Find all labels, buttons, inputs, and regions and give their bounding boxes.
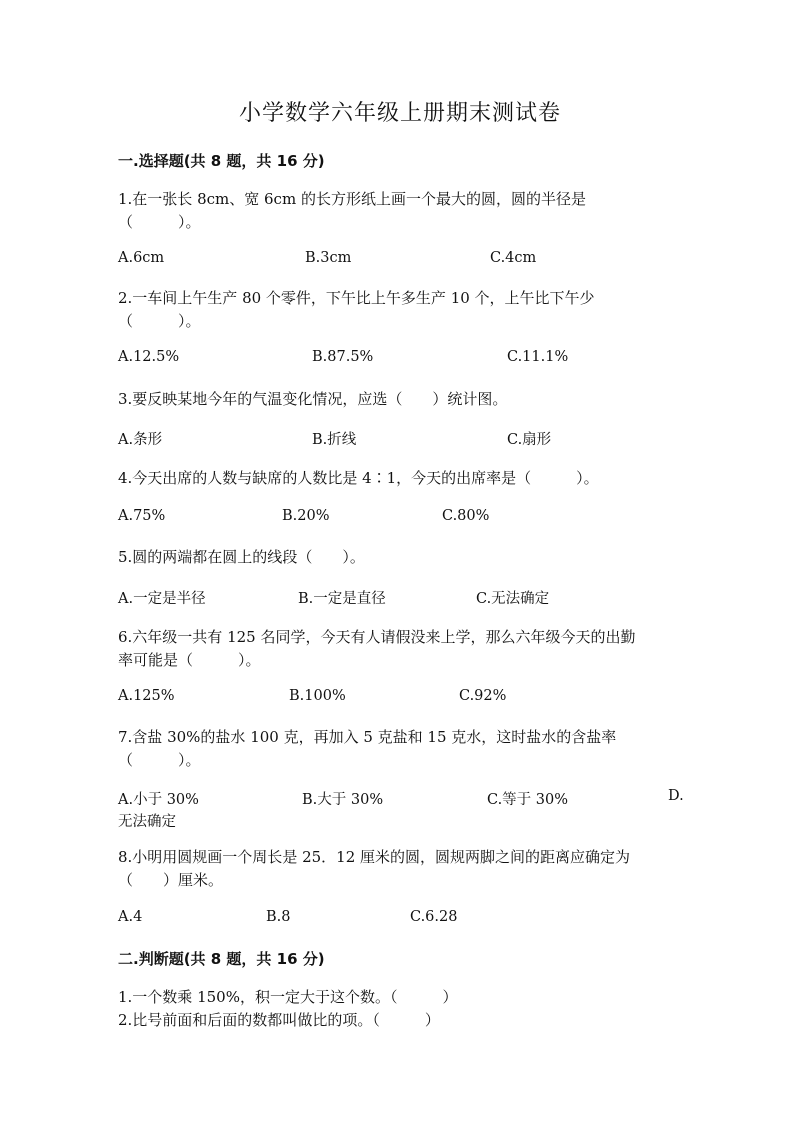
- question-7: [118, 726, 688, 772]
- question-text: 5.圆的两端都在圆上的线段（ ）。: [118, 548, 365, 566]
- question-2: [118, 287, 688, 333]
- option-b: B.100%: [289, 688, 346, 704]
- option-c: C.11.1%: [507, 349, 569, 365]
- option-a: A.125%: [118, 688, 175, 704]
- question-text: 4.今天出席的人数与缺席的人数比是 4∶1，今天的出席率是（ ）。: [118, 469, 599, 487]
- question-text-cont: （ ）。: [118, 213, 201, 231]
- option-c: C.92%: [459, 688, 507, 704]
- option-a: A.条形: [118, 432, 163, 448]
- page-title: 小学数学六年级上册期末测试卷: [238, 101, 561, 126]
- question-5: [118, 546, 688, 569]
- option-a: A.75%: [118, 508, 166, 524]
- option-b: B.折线: [312, 432, 357, 448]
- option-b: B.大于 30%: [302, 792, 384, 808]
- question-1: [118, 188, 688, 234]
- question-text: 3.要反映某地今年的气温变化情况，应选（ ）统计图。: [118, 390, 508, 408]
- judgment-list: [118, 986, 688, 1032]
- option-d-text: 无法确定: [118, 814, 176, 830]
- option-c: C.等于 30%: [487, 792, 569, 808]
- question-text: 7.含盐 30%的盐水 100 克，再加入 5 克盐和 15 克水，这时盐水的含盐率: [118, 728, 617, 746]
- option-b: B.3cm: [305, 250, 352, 266]
- option-b: B.87.5%: [312, 349, 374, 365]
- option-c: C.80%: [442, 508, 490, 524]
- judgment-item: 1.一个数乘 150%，积一定大于这个数。（ ）: [118, 988, 458, 1006]
- question-text-cont: （ ）厘米。: [118, 871, 224, 889]
- question-6: [118, 626, 688, 672]
- option-a: A.小于 30%: [118, 792, 199, 808]
- question-text: 8.小明用圆规画一个周长是 25．12 厘米的圆，圆规两脚之间的距离应确定为: [118, 848, 631, 866]
- option-a: A.12.5%: [118, 349, 180, 365]
- section-heading-choice: 一.选择题(共 8 题，共 16 分): [118, 152, 325, 170]
- question-3: [118, 388, 688, 411]
- option-b: B.一定是直径: [298, 591, 386, 607]
- question-8: [118, 846, 688, 892]
- option-a: A.6cm: [118, 250, 165, 266]
- option-c: C.6.28: [410, 909, 458, 925]
- question-text-cont: 率可能是（ ）。: [118, 651, 261, 669]
- option-b: B.20%: [282, 508, 330, 524]
- option-c: C.扇形: [507, 432, 552, 448]
- question-text-cont: （ ）。: [118, 312, 201, 330]
- question-4: [118, 467, 688, 490]
- question-text: 2.一车间上午生产 80 个零件，下午比上午多生产 10 个，上午比下午少: [118, 289, 595, 307]
- option-c: C.无法确定: [476, 591, 550, 607]
- option-a: A.一定是半径: [118, 591, 206, 607]
- question-text: 1.在一张长 8cm、宽 6cm 的长方形纸上画一个最大的圆，圆的半径是: [118, 190, 586, 208]
- judgment-item: 2.比号前面和后面的数都叫做比的项。（ ）: [118, 1011, 440, 1029]
- question-text: 6.六年级一共有 125 名同学，今天有人请假没来上学，那么六年级今天的出勤: [118, 628, 636, 646]
- option-c: C.4cm: [490, 250, 537, 266]
- question-text-cont: （ ）。: [118, 751, 201, 769]
- option-d: D.: [668, 788, 684, 804]
- option-a: A.4: [118, 909, 143, 925]
- option-b: B.8: [266, 909, 291, 925]
- section-heading-judgment: 二.判断题(共 8 题，共 16 分): [118, 950, 325, 968]
